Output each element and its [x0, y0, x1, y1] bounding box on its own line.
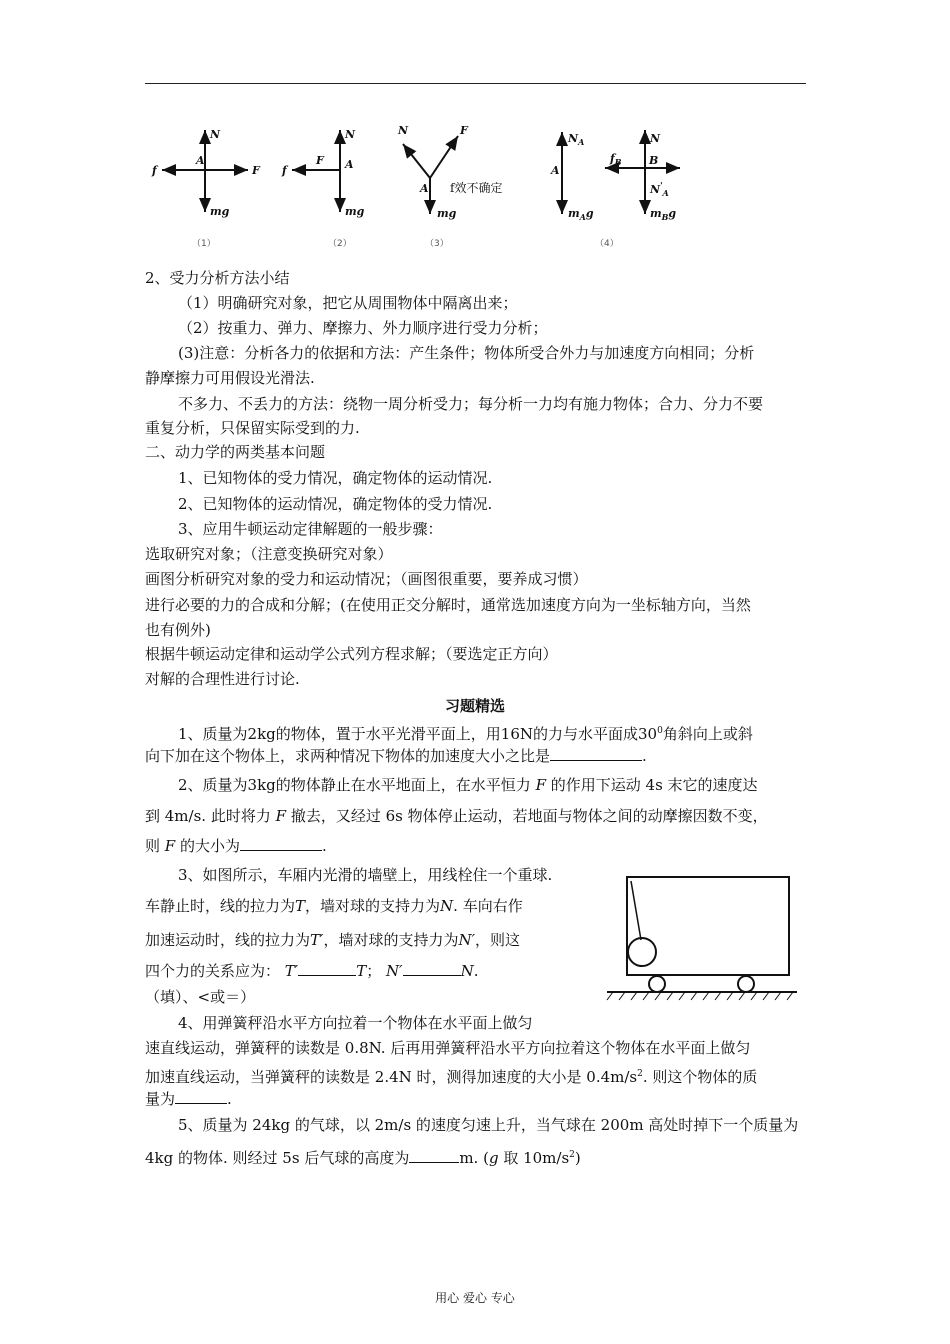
q4-line2: 速直线运动，弹簧秤的读数是 0.8N. 后再用弹簧秤沿水平方向拉着这个物体在水平面上做匀 — [145, 1039, 751, 1057]
section2-item4b: 重复分析，只保留实际受到的力. — [145, 419, 360, 437]
section2-item3b: 静摩擦力可用假设光滑法. — [145, 369, 315, 387]
q5-answer-blank[interactable] — [409, 1147, 459, 1163]
exercises-title: 习题精选 — [444, 697, 505, 715]
svg-text:mBg: $m_Bg$ — [650, 207, 677, 222]
section2-item4a: 不多力、不丢力的方法：绕物一周分析受力；每分析一力均有施力物体；合力、分力不要 — [178, 395, 764, 413]
diagram-2 — [292, 130, 340, 212]
force-diagrams — [140, 118, 680, 263]
q3-line3: 加速运动时，线的拉力为T′，墙对球的支持力为N′，则这 — [145, 931, 520, 949]
q1-line2: 向下加在这个物体上，求两种情况下物体的加速度大小之比是 . — [145, 747, 647, 765]
q3-blank-1[interactable] — [298, 960, 356, 976]
part2-step3b: 也有例外) — [145, 621, 211, 639]
svg-text:N: N — [210, 128, 221, 141]
q3-line1: 3、如图所示，车厢内光滑的墙壁上，用线栓住一个重球. — [178, 866, 553, 884]
svg-text:mg: mg — [437, 207, 457, 220]
part2-p3: 3、应用牛顿运动定律解题的一般步骤： — [178, 520, 443, 538]
section2-item3a: (3)注意：分析各力的依据和方法：产生条件；物体所受合外力与加速度方向相同；分析 — [178, 344, 755, 362]
svg-text:mg: mg — [210, 205, 230, 218]
q1-answer-blank[interactable] — [550, 745, 642, 761]
q2-line2: 到 4m/s. 此时将力 F 撤去，又经过 6s 物体停止运动，若地面与物体之间的动摩擦因数不变， — [145, 807, 768, 825]
q3-line4: 四个力的关系应为： T′ T； N′ N. — [145, 962, 479, 980]
svg-text:F: F — [252, 164, 260, 177]
svg-text:f: f — [282, 164, 287, 177]
svg-text:f效不确定: f效不确定 — [450, 181, 503, 195]
page-footer: 用心 爱心 专心 — [435, 1291, 515, 1305]
svg-text:（4）: （4） — [595, 239, 619, 249]
q3-line5: （填）、<或＝） — [145, 988, 256, 1006]
svg-text:N: N — [398, 124, 409, 137]
q4-line4: 量为 . — [145, 1090, 232, 1108]
header-rule — [145, 83, 806, 84]
q1-line1: 1、质量为2kg的物体，置于水平光滑平面上，用16N的力与水平面成$30^0$角斜向上或斜 — [178, 725, 753, 743]
q3-blank-2[interactable] — [403, 960, 461, 976]
svg-text:A: A — [551, 164, 560, 177]
svg-text:N: N — [650, 132, 661, 145]
part2-heading: 二、动力学的两类基本问题 — [145, 443, 326, 461]
part2-step3a: 进行必要的力的合成和分解；(在使用正交分解时，通常选加速度方向为一坐标轴方向，当然 — [145, 596, 751, 614]
svg-text:B: B — [649, 154, 659, 167]
svg-text:A: A — [345, 158, 354, 171]
cart-figure — [605, 865, 800, 1010]
diagram-3 — [403, 136, 458, 214]
svg-text:N: N — [345, 128, 356, 141]
part2-p2: 2、已知物体的运动情况，确定物体的受力情况. — [178, 495, 493, 513]
q5-line1: 5、质量为 24kg 的气球，以 2m/s 的速度匀速上升，当气球在 200m 高处时掉下一个质量为 — [178, 1116, 799, 1134]
q2-line3: 则 F 的大小为 . — [145, 837, 327, 855]
svg-text:NA: $N_A$ — [568, 132, 585, 147]
part2-step4: 根据牛顿运动定律和运动学公式列方程求解；（要选定正方向） — [145, 645, 558, 663]
part2-step5: 对解的合理性进行讨论. — [145, 670, 300, 688]
svg-text:N'A: $N'_A$ — [650, 180, 669, 198]
svg-text:（1）: （1） — [192, 239, 216, 249]
svg-text:fB: $f_B$ — [610, 152, 622, 167]
svg-text:（3）: （3） — [425, 239, 449, 249]
svg-text:A: A — [196, 154, 205, 167]
svg-text:mAg: $m_Ag$ — [568, 207, 594, 222]
q3-line2: 车静止时，线的拉力为T，墙对球的支持力为N. 车向右作 — [145, 897, 523, 915]
svg-text:A: A — [420, 182, 429, 195]
part2-p1: 1、已知物体的受力情况，确定物体的运动情况. — [178, 469, 493, 487]
q2-answer-blank[interactable] — [240, 835, 322, 851]
q2-line1: 2、质量为3kg的物体静止在水平地面上，在水平恒力 F 的作用下运动 4s 末它的速度达 — [178, 776, 758, 794]
svg-text:F: F — [316, 154, 324, 167]
svg-text:F: F — [460, 124, 468, 137]
svg-text:f: f — [152, 164, 157, 177]
diagram-1 — [162, 130, 248, 212]
diagram-4b — [605, 130, 680, 214]
q4-line3: 加速直线运动，当弹簧秤的读数是 2.4N 时，测得加速度的大小是 $0.4m/s^2$. 则这个物体的质 — [145, 1068, 758, 1086]
part2-step1: 选取研究对象；（注意变换研究对象） — [145, 545, 393, 563]
svg-text:mg: mg — [345, 205, 365, 218]
q5-line2: 4kg 的物体. 则经过 5s 后气球的高度为 m. (g 取 $10m/s^2$) — [145, 1149, 581, 1167]
q4-line1: 4、用弹簧秤沿水平方向拉着一个物体在水平面上做匀 — [178, 1014, 533, 1032]
section2-item2: （2）按重力、弹力、摩擦力、外力顺序进行受力分析； — [178, 319, 548, 337]
svg-text:（2）: （2） — [328, 239, 352, 249]
section2-item1: （1）明确研究对象，把它从周围物体中隔离出来； — [178, 294, 518, 312]
part2-step2: 画图分析研究对象的受力和运动情况；（画图很重要，要养成习惯） — [145, 570, 588, 588]
q4-answer-blank[interactable] — [175, 1088, 227, 1104]
section2-heading: 2、受力分析方法小结 — [145, 269, 290, 287]
